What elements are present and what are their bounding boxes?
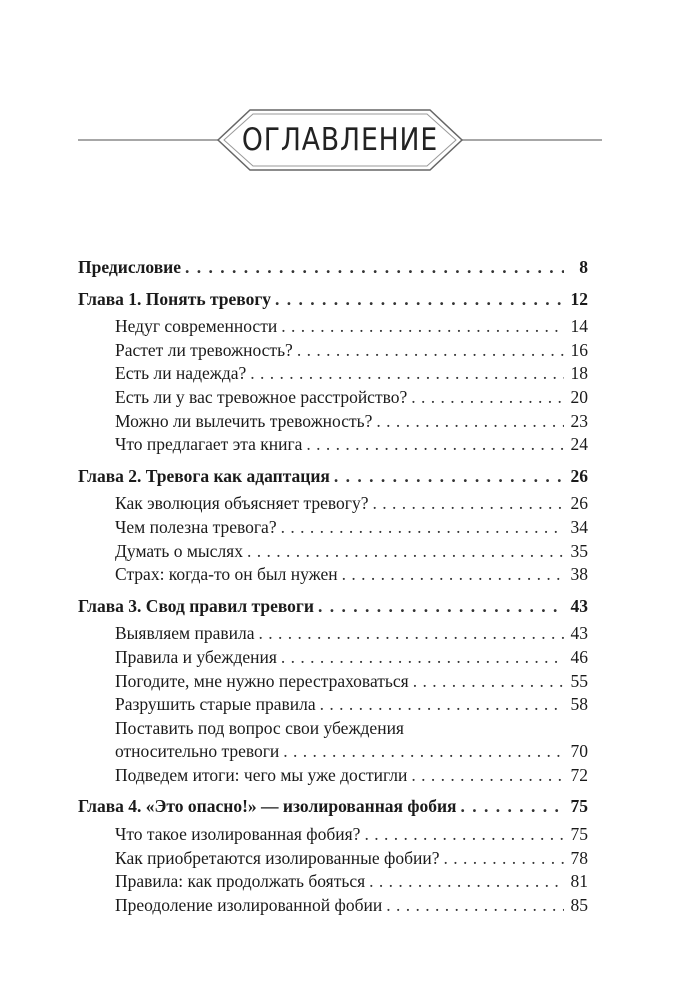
toc-entry-section[interactable] [78,433,588,457]
dot-leader [250,362,564,386]
toc-entry-section[interactable] [78,492,588,516]
toc-entry-page: 23 [570,410,588,431]
toc-entry-page: 70 [570,741,588,762]
dot-leader [320,693,564,717]
toc-entry-page: 26 [570,493,588,514]
toc-entry-page: 16 [570,339,588,360]
toc-entry-section[interactable] [78,646,588,670]
toc-entry-title: Чем полезна тревога? [115,516,277,537]
toc-entry-page: 85 [570,894,588,915]
dot-leader [369,870,564,894]
toc-entry-section-line1[interactable] [78,717,588,741]
toc-entry-title: Думать о мыслях [115,540,243,561]
dot-leader [372,492,564,516]
toc-entry-section[interactable] [78,847,588,871]
toc-entry-title: Правила: как продолжать бояться [115,871,366,892]
toc-entry-chapter-3[interactable] [78,595,588,619]
toc-entry-page: 24 [570,434,588,455]
toc-entry-chapter-4[interactable] [78,795,588,819]
toc-entry-title: Выявляем правила [115,623,255,644]
toc-entry-section[interactable] [78,315,588,339]
page-title: ОГЛАВЛЕНИЕ [241,122,439,158]
toc-entry-page: 12 [570,288,588,309]
toc-entry-title: относительно тревоги [115,741,280,762]
toc-entry-section[interactable] [78,693,588,717]
dot-leader [364,823,564,847]
dot-leader [297,339,564,363]
toc-entry-section[interactable] [78,870,588,894]
toc-entry-title: Глава 2. Тревога как адаптация [78,465,330,486]
dot-leader [376,410,564,434]
toc-entry-title: Есть ли у вас тревожное расстройство? [115,386,408,407]
toc-entry-title: Можно ли вылечить тревожность? [115,410,373,431]
toc-entry-page: 58 [570,694,588,715]
dot-leader [185,256,564,280]
toc-entry-page: 38 [570,564,588,585]
dot-leader [247,540,564,564]
toc-entry-title: Как эволюция объясняет тревогу? [115,493,369,514]
toc-entry-section[interactable] [78,563,588,587]
dot-leader [342,563,564,587]
toc-entry-page: 78 [570,847,588,868]
toc-entry-section[interactable] [78,362,588,386]
dot-leader [461,795,564,819]
toc-entry-preface[interactable] [78,256,588,280]
toc-entry-title: Глава 1. Понять тревогу [78,288,272,309]
toc-entry-page: 18 [570,363,588,384]
toc-entry-section[interactable] [78,540,588,564]
toc-entry-title: Есть ли надежда? [115,363,247,384]
table-of-contents [78,256,588,917]
dot-leader [318,595,564,619]
dot-leader [283,740,564,764]
toc-entry-page: 14 [570,316,588,337]
toc-entry-chapter-2[interactable] [78,465,588,489]
dot-leader [306,433,564,457]
toc-entry-page: 43 [570,623,588,644]
toc-entry-title: Глава 3. Свод правил тревоги [78,595,314,616]
dot-leader [443,847,564,871]
toc-entry-title: Как приобретаются изолированные фобии? [115,847,440,868]
toc-entry-page: 46 [570,646,588,667]
toc-header [78,108,602,172]
toc-entry-title: Недуг современности [115,316,278,337]
toc-entry-page: 26 [570,465,588,486]
dot-leader [275,288,564,312]
toc-entry-page: 75 [570,796,588,817]
toc-entry-page: 35 [570,540,588,561]
dot-leader [386,894,564,918]
dot-leader [411,386,564,410]
toc-entry-section[interactable] [78,339,588,363]
toc-entry-title: Что предлагает эта книга [115,434,303,455]
toc-entry-section[interactable] [78,740,588,764]
toc-entry-chapter-1[interactable] [78,288,588,312]
toc-entry-section[interactable] [78,670,588,694]
dot-leader [259,622,564,646]
toc-entry-section[interactable] [78,823,588,847]
toc-entry-page: 8 [579,257,588,277]
toc-entry-page: 20 [570,386,588,407]
toc-entry-title: Страх: когда-то он был нужен [115,564,338,585]
toc-entry-page: 55 [570,670,588,691]
dot-leader [281,646,564,670]
dot-leader [281,516,564,540]
toc-entry-title: Что такое изолированная фобия? [115,824,361,845]
toc-entry-page: 34 [570,516,588,537]
toc-entry-section[interactable] [78,516,588,540]
toc-entry-page: 81 [570,871,588,892]
toc-entry-section[interactable] [78,410,588,434]
toc-entry-section[interactable] [78,622,588,646]
toc-entry-title: Растет ли тревожность? [115,339,293,360]
dot-leader [411,764,564,788]
toc-entry-title: Подведем итоги: чего мы уже достигли [115,764,408,785]
toc-entry-title: Предисловие [78,257,182,277]
toc-entry-page: 72 [570,764,588,785]
toc-entry-section[interactable] [78,386,588,410]
toc-entry-section[interactable] [78,764,588,788]
dot-leader [334,465,564,489]
toc-entry-title: Глава 4. «Это опасно!» — изолированная фобия [78,796,457,817]
toc-entry-title: Разрушить старые правила [115,694,316,715]
toc-entry-page: 75 [570,824,588,845]
toc-entry-title: Поставить под вопрос свои убеждения [115,717,404,738]
toc-entry-section[interactable] [78,894,588,918]
toc-entry-title: Погодите, мне нужно перестраховаться [115,670,409,691]
toc-entry-page: 43 [570,595,588,616]
toc-entry-title: Правила и убеждения [115,646,277,667]
toc-entry-title: Преодоление изолированной фобии [115,894,383,915]
dot-leader [413,670,564,694]
dot-leader [281,315,564,339]
